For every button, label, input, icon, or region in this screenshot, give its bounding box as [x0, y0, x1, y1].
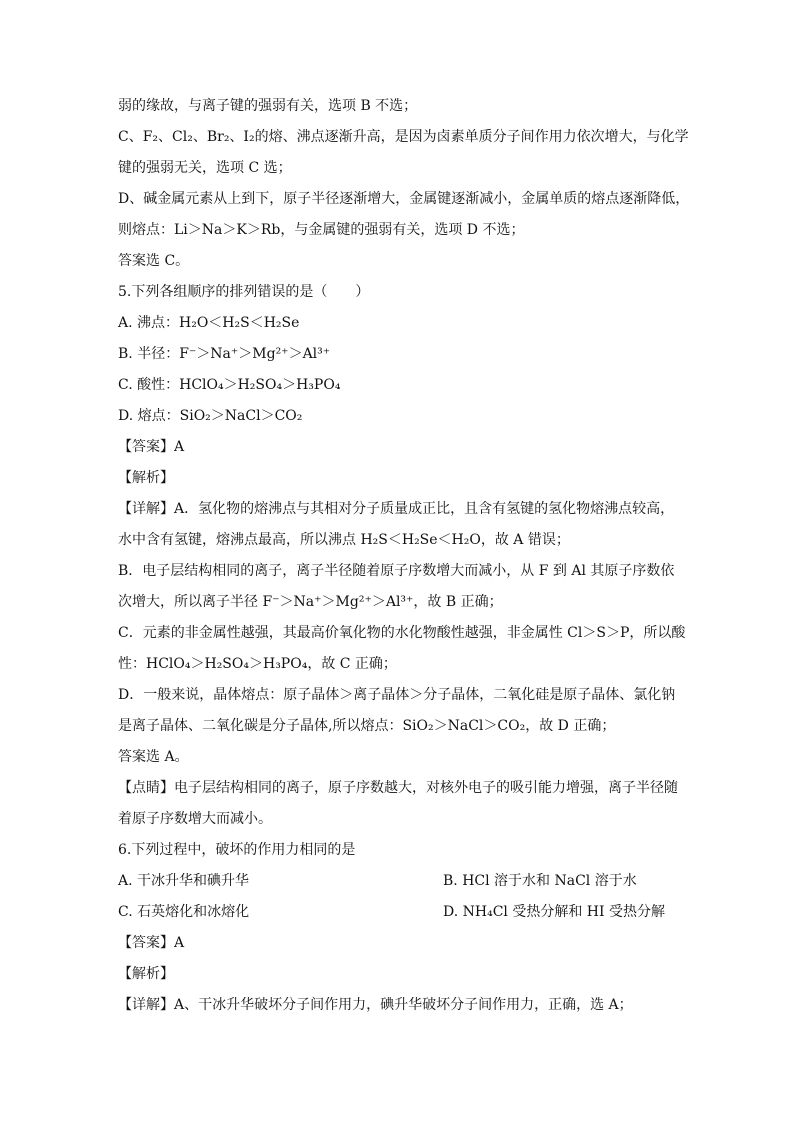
text-line: 性：HClO₄＞H₂SO₄＞H₃PO₄，故 C 正确；: [118, 656, 397, 672]
text-line: 弱的缘故，与离子键的强弱有关，选项 B 不选；: [118, 98, 418, 114]
option-b: B. 半径：F⁻＞Na⁺＞Mg²⁺＞Al³⁺: [118, 346, 331, 362]
text-line: 【详解】A．氢化物的熔沸点与其相对分子质量成正比，且含有氢键的氢化物熔沸点较高，: [118, 501, 675, 517]
text-line: 答案选 C。: [118, 253, 190, 269]
text-line: 【详解】A、干冰升华破坏分子间作用力，碘升华破坏分子间作用力，正确，选 A；: [118, 997, 633, 1013]
text-line: 次增大，所以离子半径 F⁻＞Na⁺＞Mg²⁺＞Al³⁺，故 B 正确；: [118, 594, 503, 610]
analysis-label: 【解析】: [118, 470, 174, 486]
question-5-stem: 5.下列各组顺序的排列错误的是（ ）: [118, 284, 370, 300]
option-b: B. HCl 溶于水和 NaCl 溶于水: [443, 873, 637, 889]
option-a: A. 沸点：H₂O＜H₂S＜H₂Se: [118, 315, 300, 331]
analysis-label: 【解析】: [118, 966, 174, 982]
option-a: A. 干冰升华和碘升华: [118, 873, 250, 889]
text-line: 着原子序数增大而减小。: [118, 811, 272, 827]
text-line: 则熔点：Li＞Na＞K＞Rb，与金属键的强弱有关，选项 D 不选；: [118, 222, 525, 238]
text-line: 水中含有氢键，熔沸点最高，所以沸点 H₂S＜H₂Se＜H₂O，故 A 错误；: [118, 532, 570, 548]
option-d: D. NH₄Cl 受热分解和 HI 受热分解: [443, 904, 665, 920]
text-line: B．电子层结构相同的离子，离子半径随着原子序数增大而减小，从 F 到 Al 其原子序数依: [118, 563, 675, 579]
text-line: 答案选 A。: [118, 749, 189, 765]
text-line: D、碱金属元素从上到下，原子半径逐渐增大，金属键逐渐减小，金属单质的熔点逐渐降低，: [118, 191, 690, 207]
answer-label: 【答案】A: [118, 439, 185, 455]
text-line: C、F₂、Cl₂、Br₂、I₂的熔、沸点逐渐升高，是因为卤素单质分子间作用力依次增大，与化学: [118, 129, 689, 145]
question-6-stem: 6.下列过程中，破坏的作用力相同的是: [118, 842, 356, 858]
text-line: 【点睛】电子层结构相同的离子，原子序数越大，对核外电子的吸引能力增强，离子半径随: [118, 780, 678, 796]
options-row-2: [118, 902, 678, 922]
text-line: 键的强弱无关，选项 C 选；: [118, 160, 292, 176]
option-c: C. 酸性：HClO₄＞H₂SO₄＞H₃PO₄: [118, 377, 341, 393]
text-line: 是离子晶体、二氧化碳是分子晶体,所以熔点：SiO₂＞NaCl＞CO₂，故 D 正确；: [118, 718, 616, 734]
text-line: D．一般来说，晶体熔点：原子晶体＞离子晶体＞分子晶体，二氧化硅是原子晶体、氯化钠: [118, 687, 676, 703]
text-line: C．元素的非金属性越强，其最高价氧化物的水化物酸性越强，非金属性 Cl＞S＞P，所以酸: [118, 625, 686, 641]
answer-label: 【答案】A: [118, 935, 185, 951]
option-c: C. 石英熔化和冰熔化: [118, 904, 250, 920]
option-d: D. 熔点：SiO₂＞NaCl＞CO₂: [118, 408, 303, 424]
options-row-1: [118, 871, 678, 891]
